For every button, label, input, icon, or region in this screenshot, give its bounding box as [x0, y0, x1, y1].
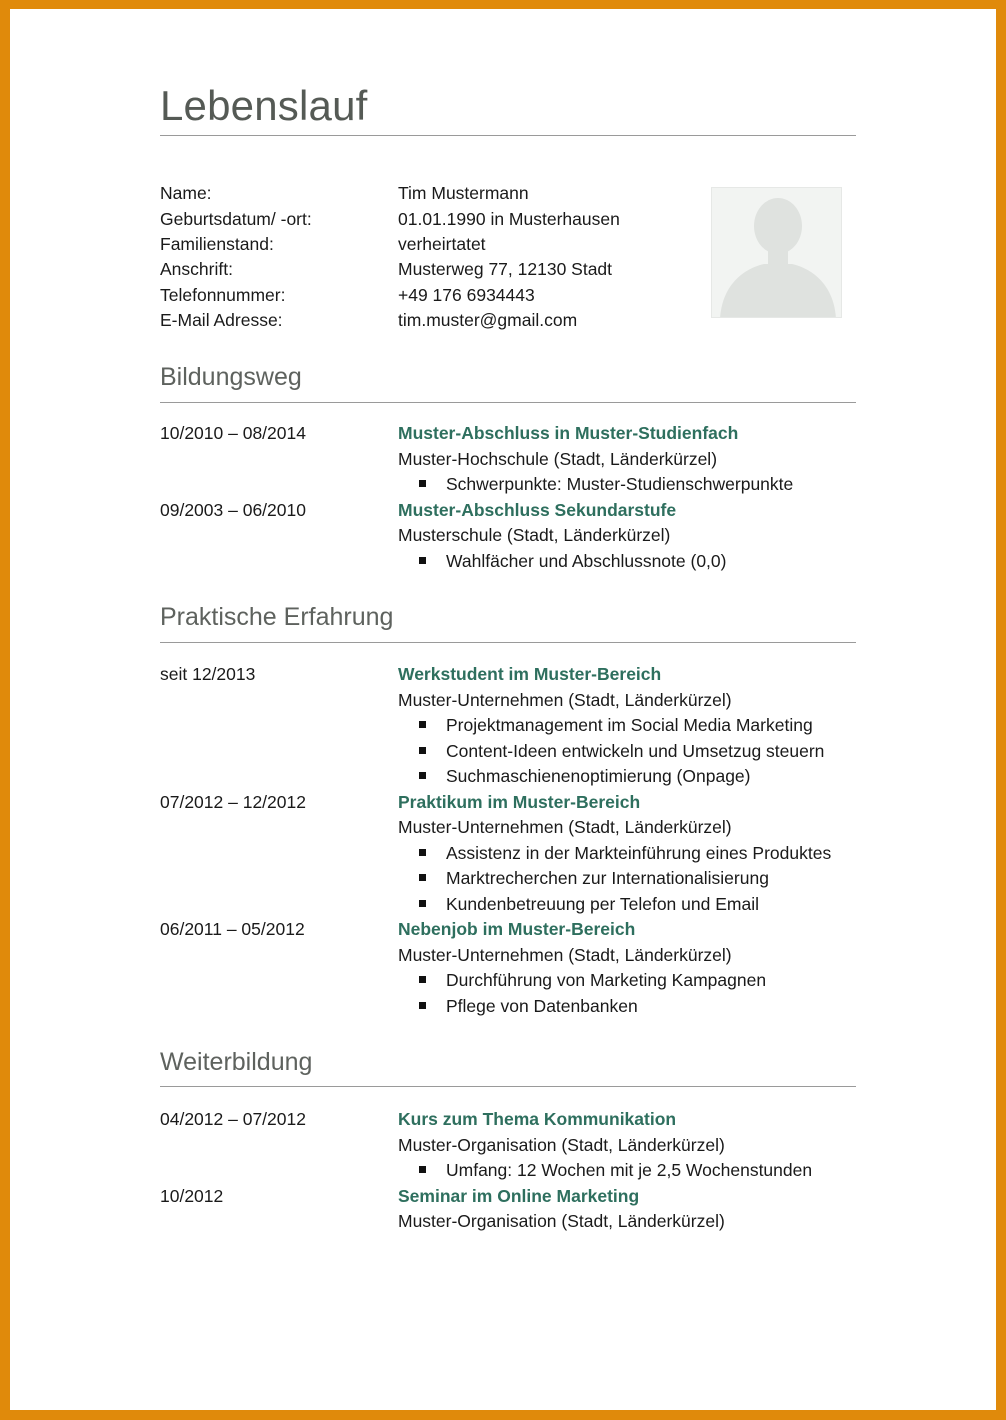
entry-header — [160, 1107, 856, 1133]
education-entries — [160, 421, 856, 574]
bullet-text: Kundenbetreuung per Telefon und Email — [446, 893, 759, 914]
bullet-square-icon — [419, 557, 426, 564]
bullet-square-icon — [419, 721, 426, 728]
personal-row-address — [160, 257, 700, 282]
personal-label: Telefonnummer: — [160, 284, 286, 305]
bullet-text: Suchmaschienenoptimierung (Onpage) — [446, 766, 751, 787]
entry-header — [160, 790, 856, 816]
section-divider — [160, 402, 856, 403]
entry-bullet — [160, 1158, 856, 1184]
entry-title: Seminar im Online Marketing — [398, 1185, 640, 1206]
entry-bullet — [160, 739, 856, 765]
section-divider — [160, 642, 856, 643]
personal-row-email — [160, 308, 700, 333]
entry-org-line — [160, 943, 856, 969]
bullet-square-icon — [419, 747, 426, 754]
personal-label: Anschrift: — [160, 259, 233, 280]
bullet-text: Pflege von Datenbanken — [446, 995, 638, 1016]
entry-header — [160, 917, 856, 943]
personal-row-phone — [160, 283, 700, 308]
personal-label: Geburtsdatum/ -ort: — [160, 208, 312, 229]
entry-org: Musterschule (Stadt, Länderkürzel) — [398, 525, 671, 546]
section-title-education: Bildungsweg — [160, 363, 302, 391]
entry-org: Muster-Unternehmen (Stadt, Länderkürzel) — [398, 817, 732, 838]
entry-bullet — [160, 549, 856, 575]
entry-header — [160, 498, 856, 524]
experience-entries — [160, 662, 856, 1019]
entry-date: 06/2011 – 05/2012 — [160, 919, 305, 940]
bullet-text: Schwerpunkte: Muster-Studienschwerpunkte — [446, 474, 794, 495]
personal-value: verheirtatet — [398, 233, 486, 254]
entry-title: Muster-Abschluss in Muster-Studienfach — [398, 423, 739, 444]
entry-title: Werkstudent im Muster-Bereich — [398, 664, 662, 685]
personal-row-family-status — [160, 232, 700, 257]
entry-bullet — [160, 472, 856, 498]
entry-bullet — [160, 968, 856, 994]
entry-date: 09/2003 – 06/2010 — [160, 499, 306, 520]
further-education-entries — [160, 1107, 856, 1235]
bullet-text: Content-Ideen entwickeln und Umsetzug steuern — [446, 740, 825, 761]
entry-title: Kurs zum Thema Kommunikation — [398, 1109, 677, 1130]
personal-label: E-Mail Adresse: — [160, 310, 283, 331]
entry-bullet — [160, 994, 856, 1020]
entry-org: Muster-Organisation (Stadt, Länderkürzel) — [398, 1211, 725, 1232]
entry-header — [160, 421, 856, 447]
entry-bullet — [160, 841, 856, 867]
bullet-square-icon — [419, 772, 426, 779]
personal-label: Name: — [160, 183, 212, 204]
bullet-square-icon — [419, 480, 426, 487]
entry-org: Muster-Hochschule (Stadt, Länderkürzel) — [398, 448, 718, 469]
entry-title: Praktikum im Muster-Bereich — [398, 791, 641, 812]
entry-date: 10/2012 — [160, 1185, 224, 1206]
bullet-square-icon — [419, 1002, 426, 1009]
personal-value: +49 176 6934443 — [398, 284, 535, 305]
entry-bullet — [160, 892, 856, 918]
entry-org-line — [160, 523, 856, 549]
entry-date: 04/2012 – 07/2012 — [160, 1109, 306, 1130]
personal-value: Musterweg 77, 12130 Stadt — [398, 259, 613, 280]
entry-org-line — [160, 688, 856, 714]
bullet-text: Wahlfächer und Abschlussnote (0,0) — [446, 550, 727, 571]
entry-org: Muster-Unternehmen (Stadt, Länderkürzel) — [398, 944, 732, 965]
title-divider — [160, 135, 856, 136]
personal-data — [160, 181, 700, 333]
entry-date: 10/2010 – 08/2014 — [160, 423, 306, 444]
entry-date: 07/2012 – 12/2012 — [160, 791, 306, 812]
resume-page — [10, 9, 996, 1410]
person-silhouette-icon — [712, 188, 842, 318]
bullet-text: Marktrecherchen zur Internationalisierung — [446, 868, 769, 889]
entry-bullet — [160, 713, 856, 739]
entry-date: seit 12/2013 — [160, 664, 256, 685]
entry-title: Nebenjob im Muster-Bereich — [398, 919, 636, 940]
entry-org-line — [160, 447, 856, 473]
bullet-text: Durchführung von Marketing Kampagnen — [446, 970, 767, 991]
entry-org-line — [160, 1133, 856, 1159]
bullet-square-icon — [419, 976, 426, 983]
bullet-text: Projektmanagement im Social Media Marketing — [446, 715, 813, 736]
entry-org-line — [160, 1209, 856, 1235]
bullet-text: Assistenz in der Markteinführung eines Produktes — [446, 842, 832, 863]
personal-value: tim.muster@gmail.com — [398, 310, 578, 331]
entry-bullet — [160, 764, 856, 790]
entry-org-line — [160, 815, 856, 841]
section-divider — [160, 1086, 856, 1087]
personal-row-birth — [160, 206, 700, 231]
personal-value: 01.01.1990 in Musterhausen — [398, 208, 620, 229]
bullet-text: Umfang: 12 Wochen mit je 2,5 Wochenstunden — [446, 1160, 813, 1181]
entry-org: Muster-Unternehmen (Stadt, Länderkürzel) — [398, 689, 732, 710]
entry-header — [160, 1184, 856, 1210]
bullet-square-icon — [419, 900, 426, 907]
entry-header — [160, 662, 856, 688]
bullet-square-icon — [419, 849, 426, 856]
entry-org: Muster-Organisation (Stadt, Länderkürzel) — [398, 1134, 725, 1155]
entry-title: Muster-Abschluss Sekundarstufe — [398, 499, 677, 520]
page-title: Lebenslauf — [160, 82, 368, 129]
personal-value: Tim Mustermann — [398, 183, 529, 204]
section-title-further-education: Weiterbildung — [160, 1048, 313, 1076]
bullet-square-icon — [419, 1166, 426, 1173]
section-title-experience: Praktische Erfahrung — [160, 603, 394, 631]
profile-photo — [711, 187, 842, 318]
entry-bullet — [160, 866, 856, 892]
personal-row-name — [160, 181, 700, 206]
personal-label: Familienstand: — [160, 233, 274, 254]
bullet-square-icon — [419, 874, 426, 881]
